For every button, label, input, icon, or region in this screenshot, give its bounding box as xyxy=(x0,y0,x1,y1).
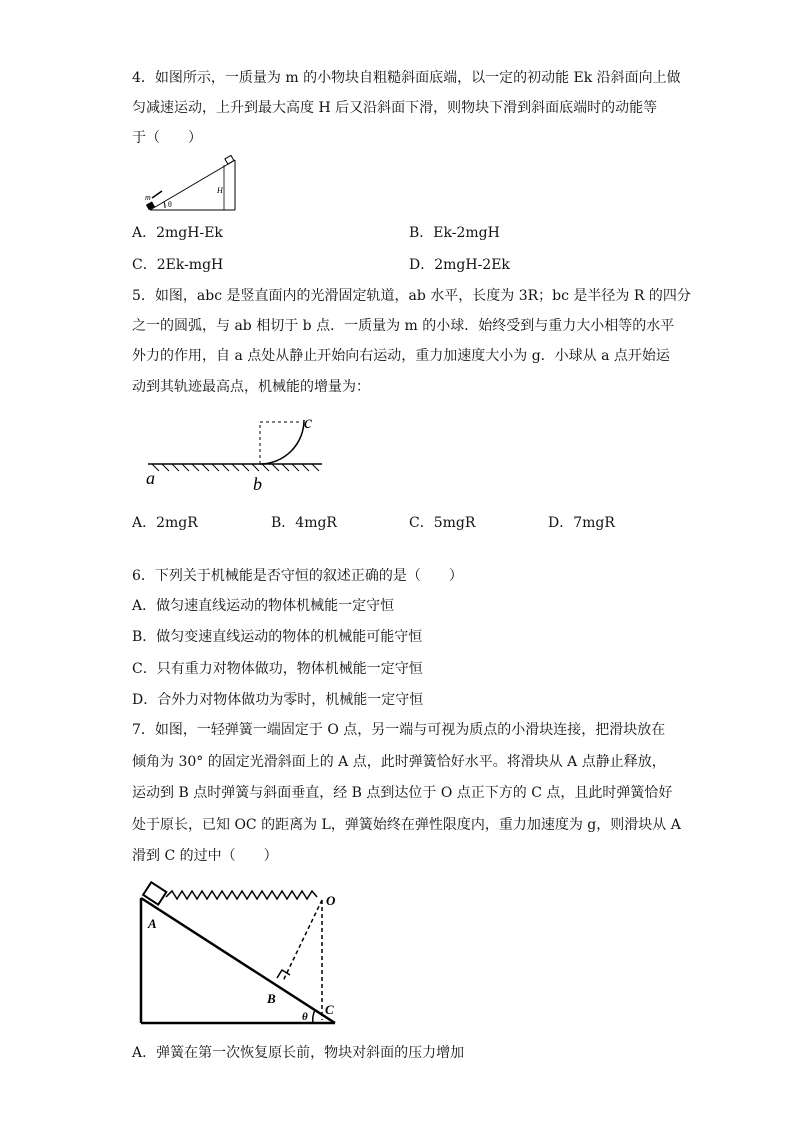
q7-stem-line-2: 倾角为 30° 的固定光滑斜面上的 A 点，此时弹簧恰好水平。将滑块从 A 点静止释放， xyxy=(132,754,666,770)
q5-option-b: B．4mgR xyxy=(271,515,337,531)
q4-stem-line-3: 于（ ） xyxy=(132,130,202,146)
q5-fig-c: c xyxy=(304,412,312,432)
q5-fig-b: b xyxy=(253,474,262,494)
q7-spring-incline-figure xyxy=(132,880,352,1030)
q4-fig-mass: m xyxy=(145,193,151,202)
q4-incline-figure xyxy=(140,155,250,215)
q4-option-b: B．Ek-2mgH xyxy=(409,225,500,241)
q5-stem-line-4: 动到其轨迹最高点，机械能的增量为： xyxy=(132,379,370,395)
q7-fig-a: A xyxy=(148,916,157,931)
q7-stem-line-1: 7．如图，一轻弹簧一端固定于 O 点，另一端与可视为质点的小滑块连接，把滑块放在 xyxy=(132,722,666,738)
q7-stem-line-5: 滑到 C 的过中（ ） xyxy=(132,848,278,864)
q5-stem-line-3: 外力的作用，自 a 点处从静止开始向右运动，重力加速度大小为 g．小球从 a 点开始运 xyxy=(132,348,670,364)
q6-stem: 6．下列关于机械能是否守恒的叙述正确的是（ ） xyxy=(132,568,463,584)
q7-stem-line-3: 运动到 B 点时弹簧与斜面垂直，经 B 点到达位于 O 点正下方的 C 点，且此时弹簧恰好 xyxy=(132,785,673,801)
q6-option-a: A．做匀速直线运动的物体机械能一定守恒 xyxy=(132,598,395,614)
q4-stem-line-1: 4．如图所示，一质量为 m 的小物块自粗糙斜面底端，以一定的初动能 Ek 沿斜面向上做 xyxy=(132,70,681,86)
q7-fig-c: C xyxy=(325,1002,334,1017)
q6-option-b: B．做匀变速直线运动的物体的机械能可能守恒 xyxy=(132,629,423,645)
q5-track-figure xyxy=(140,412,330,494)
q5-option-d: D．7mgR xyxy=(548,515,615,531)
q5-stem-line-1: 5．如图，abc 是竖直面内的光滑固定轨道，ab 水平，长度为 3R；bc 是半径为 R 的四分 xyxy=(132,288,691,304)
q6-option-c: C．只有重力对物体做功，物体机械能一定守恒 xyxy=(132,661,423,677)
q4-fig-angle: θ xyxy=(168,200,172,209)
q4-stem-line-2: 匀减速运动，上升到最大高度 H 后又沿斜面下滑，则物块下滑到斜面底端时的动能等 xyxy=(132,100,658,116)
q7-fig-o: O xyxy=(326,893,336,908)
q4-option-a: A．2mgH-Ek xyxy=(132,225,223,241)
q6-option-d: D．合外力对物体做功为零时，机械能一定守恒 xyxy=(132,692,424,708)
q4-option-d: D．2mgH-2Ek xyxy=(409,257,510,273)
q4-fig-height: H xyxy=(217,186,223,195)
q7-option-a: A．弹簧在第一次恢复原长前，物块对斜面的压力增加 xyxy=(132,1045,465,1061)
q5-fig-a: a xyxy=(146,468,155,488)
q4-option-c: C．2Ek-mgH xyxy=(132,257,224,273)
q5-stem-line-2: 之一的圆弧，与 ab 相切于 b 点．一质量为 m 的小球．始终受到与重力大小相等的水平 xyxy=(132,318,675,334)
q7-fig-b: B xyxy=(267,991,276,1006)
q5-option-a: A．2mgR xyxy=(132,515,198,531)
q5-option-c: C．5mgR xyxy=(409,515,476,531)
q7-fig-angle: θ xyxy=(302,1011,308,1023)
q7-stem-line-4: 处于原长，已知 OC 的距离为 L，弹簧始终在弹性限度内，重力加速度为 g，则滑块从 A xyxy=(132,817,681,833)
